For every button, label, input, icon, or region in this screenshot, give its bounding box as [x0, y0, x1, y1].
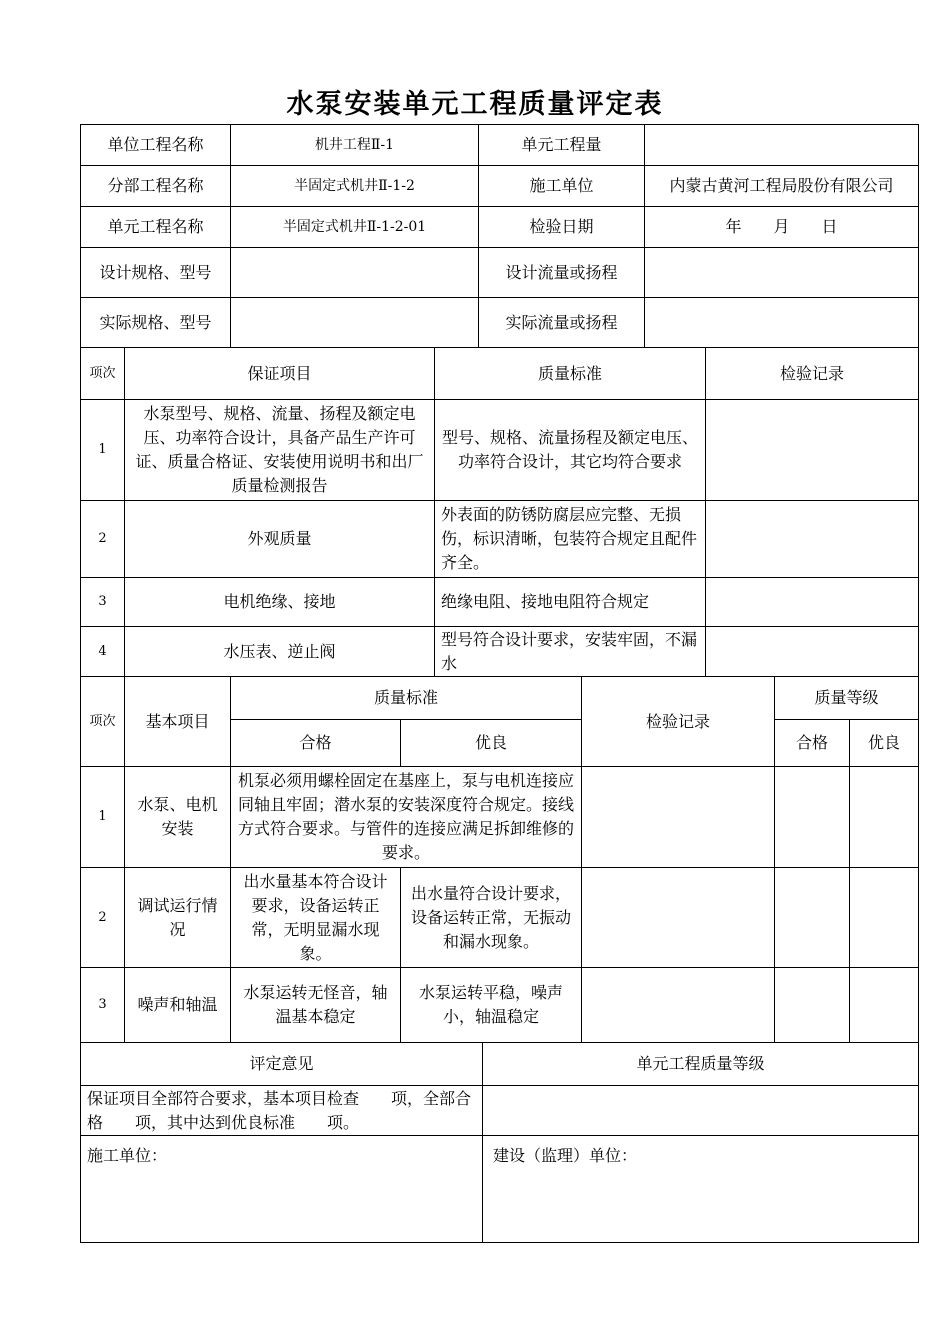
unit-project-value: 机井工程Ⅱ-1	[231, 125, 479, 166]
unit-project-label: 单位工程名称	[81, 125, 231, 166]
contractor-label: 施工单位	[479, 166, 645, 207]
guarantee-row-record	[706, 501, 919, 578]
basic-row-grade-excellent	[850, 868, 919, 968]
basic-col-pass: 合格	[231, 720, 401, 767]
guarantee-row-item: 水泵型号、规格、流量、扬程及额定电压、功率符合设计，具备产品生产许可证、质量合格证、安装使用说明书和出厂质量检测报告	[125, 400, 435, 501]
guarantee-row-item: 电机绝缘、接地	[125, 578, 435, 627]
grade-label: 单元工程质量等级	[483, 1043, 919, 1086]
basic-row-pass: 水泵运转无怪音，轴温基本稳定	[231, 968, 401, 1043]
guarantee-row-item: 水压表、逆止阀	[125, 627, 435, 677]
basic-row-grade-pass	[775, 868, 850, 968]
basic-col-index: 项次	[81, 677, 125, 767]
actual-flow-value	[645, 298, 919, 348]
guarantee-row-no: 4	[81, 627, 125, 677]
guarantee-row-standard: 型号符合设计要求，安装牢固，不漏水	[435, 627, 706, 677]
basic-row-grade-pass	[775, 767, 850, 868]
basic-col-grade-pass: 合格	[775, 720, 850, 767]
construction-unit-label: 施工单位：	[87, 1146, 168, 1165]
sub-project-value: 半固定式机井Ⅱ-1-2	[231, 166, 479, 207]
guarantee-row-standard: 绝缘电阻、接地电阻符合规定	[435, 578, 706, 627]
supervision-unit-label: 建设（监理）单位：	[493, 1146, 638, 1165]
opinion-label: 评定意见	[81, 1043, 483, 1086]
actual-flow-label: 实际流量或扬程	[479, 298, 645, 348]
actual-spec-label: 实际规格、型号	[81, 298, 231, 348]
contractor-value: 内蒙古黄河工程局股份有限公司	[645, 166, 919, 207]
basic-row-record	[582, 767, 775, 868]
basic-row-record	[582, 968, 775, 1043]
opinion-text: 保证项目全部符合要求，基本项目检查 项，全部合格 项，其中达到优良标准 项。	[81, 1086, 483, 1136]
guarantee-row-record	[706, 627, 919, 677]
guarantee-col-item: 保证项目	[125, 348, 435, 400]
basic-row-item: 调试运行情况	[125, 868, 231, 968]
basic-row-standard: 机泵必须用螺栓固定在基座上，泵与电机连接应同轴且牢固；潜水泵的安装深度符合规定。接线方式符合要求。与管件的连接应满足拆卸维修的要求。	[231, 767, 582, 868]
basic-col-grade: 质量等级	[775, 677, 919, 720]
element-project-label: 单元工程名称	[81, 207, 231, 248]
guarantee-row-item: 外观质量	[125, 501, 435, 578]
guarantee-row-standard: 型号、规格、流量扬程及额定电压、功率符合设计，其它均符合要求	[435, 400, 706, 501]
sub-project-label: 分部工程名称	[81, 166, 231, 207]
page-title: 水泵安装单元工程质量评定表	[286, 89, 664, 120]
basic-col-grade-excellent: 优良	[850, 720, 919, 767]
unit-quantity-label: 单元工程量	[479, 125, 645, 166]
basic-row-item: 水泵、电机安装	[125, 767, 231, 868]
basic-row-item: 噪声和轴温	[125, 968, 231, 1043]
basic-row-record	[582, 868, 775, 968]
element-project-value: 半固定式机井Ⅱ-1-2-01	[231, 207, 479, 248]
basic-row-excellent: 出水量符合设计要求，设备运转正常，无振动和漏水现象。	[401, 868, 582, 968]
guarantee-row-no: 2	[81, 501, 125, 578]
footer-table	[80, 1042, 919, 1243]
basic-row-no: 2	[81, 868, 125, 968]
basic-col-standard: 质量标准	[231, 677, 582, 720]
basic-row-grade-excellent	[850, 968, 919, 1043]
header-table	[80, 124, 919, 348]
basic-row-no: 1	[81, 767, 125, 868]
guarantee-row-record	[706, 400, 919, 501]
unit-quantity-value	[645, 125, 919, 166]
basic-row-pass: 出水量基本符合设计要求，设备运转正常，无明显漏水现象。	[231, 868, 401, 968]
guarantee-row-no: 1	[81, 400, 125, 501]
guarantee-row-record	[706, 578, 919, 627]
basic-col-item: 基本项目	[125, 677, 231, 767]
guarantee-row-standard: 外表面的防锈防腐层应完整、无损伤，标识清晰，包装符合规定且配件齐全。	[435, 501, 706, 578]
design-spec-value	[231, 248, 479, 298]
design-flow-label: 设计流量或扬程	[479, 248, 645, 298]
guarantee-row-no: 3	[81, 578, 125, 627]
basic-row-no: 3	[81, 968, 125, 1043]
guarantee-col-index: 项次	[81, 348, 125, 400]
supervision-sign-cell	[483, 1136, 919, 1243]
guarantee-col-standard: 质量标准	[435, 348, 706, 400]
guarantee-col-record: 检验记录	[706, 348, 919, 400]
basic-row-excellent: 水泵运转平稳，噪声小，轴温稳定	[401, 968, 582, 1043]
basic-row-grade-pass	[775, 968, 850, 1043]
design-spec-label: 设计规格、型号	[81, 248, 231, 298]
grade-value	[483, 1086, 919, 1136]
basic-col-record: 检验记录	[582, 677, 775, 767]
guarantee-table	[80, 347, 919, 677]
inspect-date-label: 检验日期	[479, 207, 645, 248]
basic-col-excellent: 优良	[401, 720, 582, 767]
construction-sign-cell	[81, 1136, 483, 1243]
actual-spec-value	[231, 298, 479, 348]
basic-row-grade-excellent	[850, 767, 919, 868]
inspect-date-value: 年 月 日	[645, 207, 919, 248]
design-flow-value	[645, 248, 919, 298]
basic-table	[80, 676, 919, 1043]
